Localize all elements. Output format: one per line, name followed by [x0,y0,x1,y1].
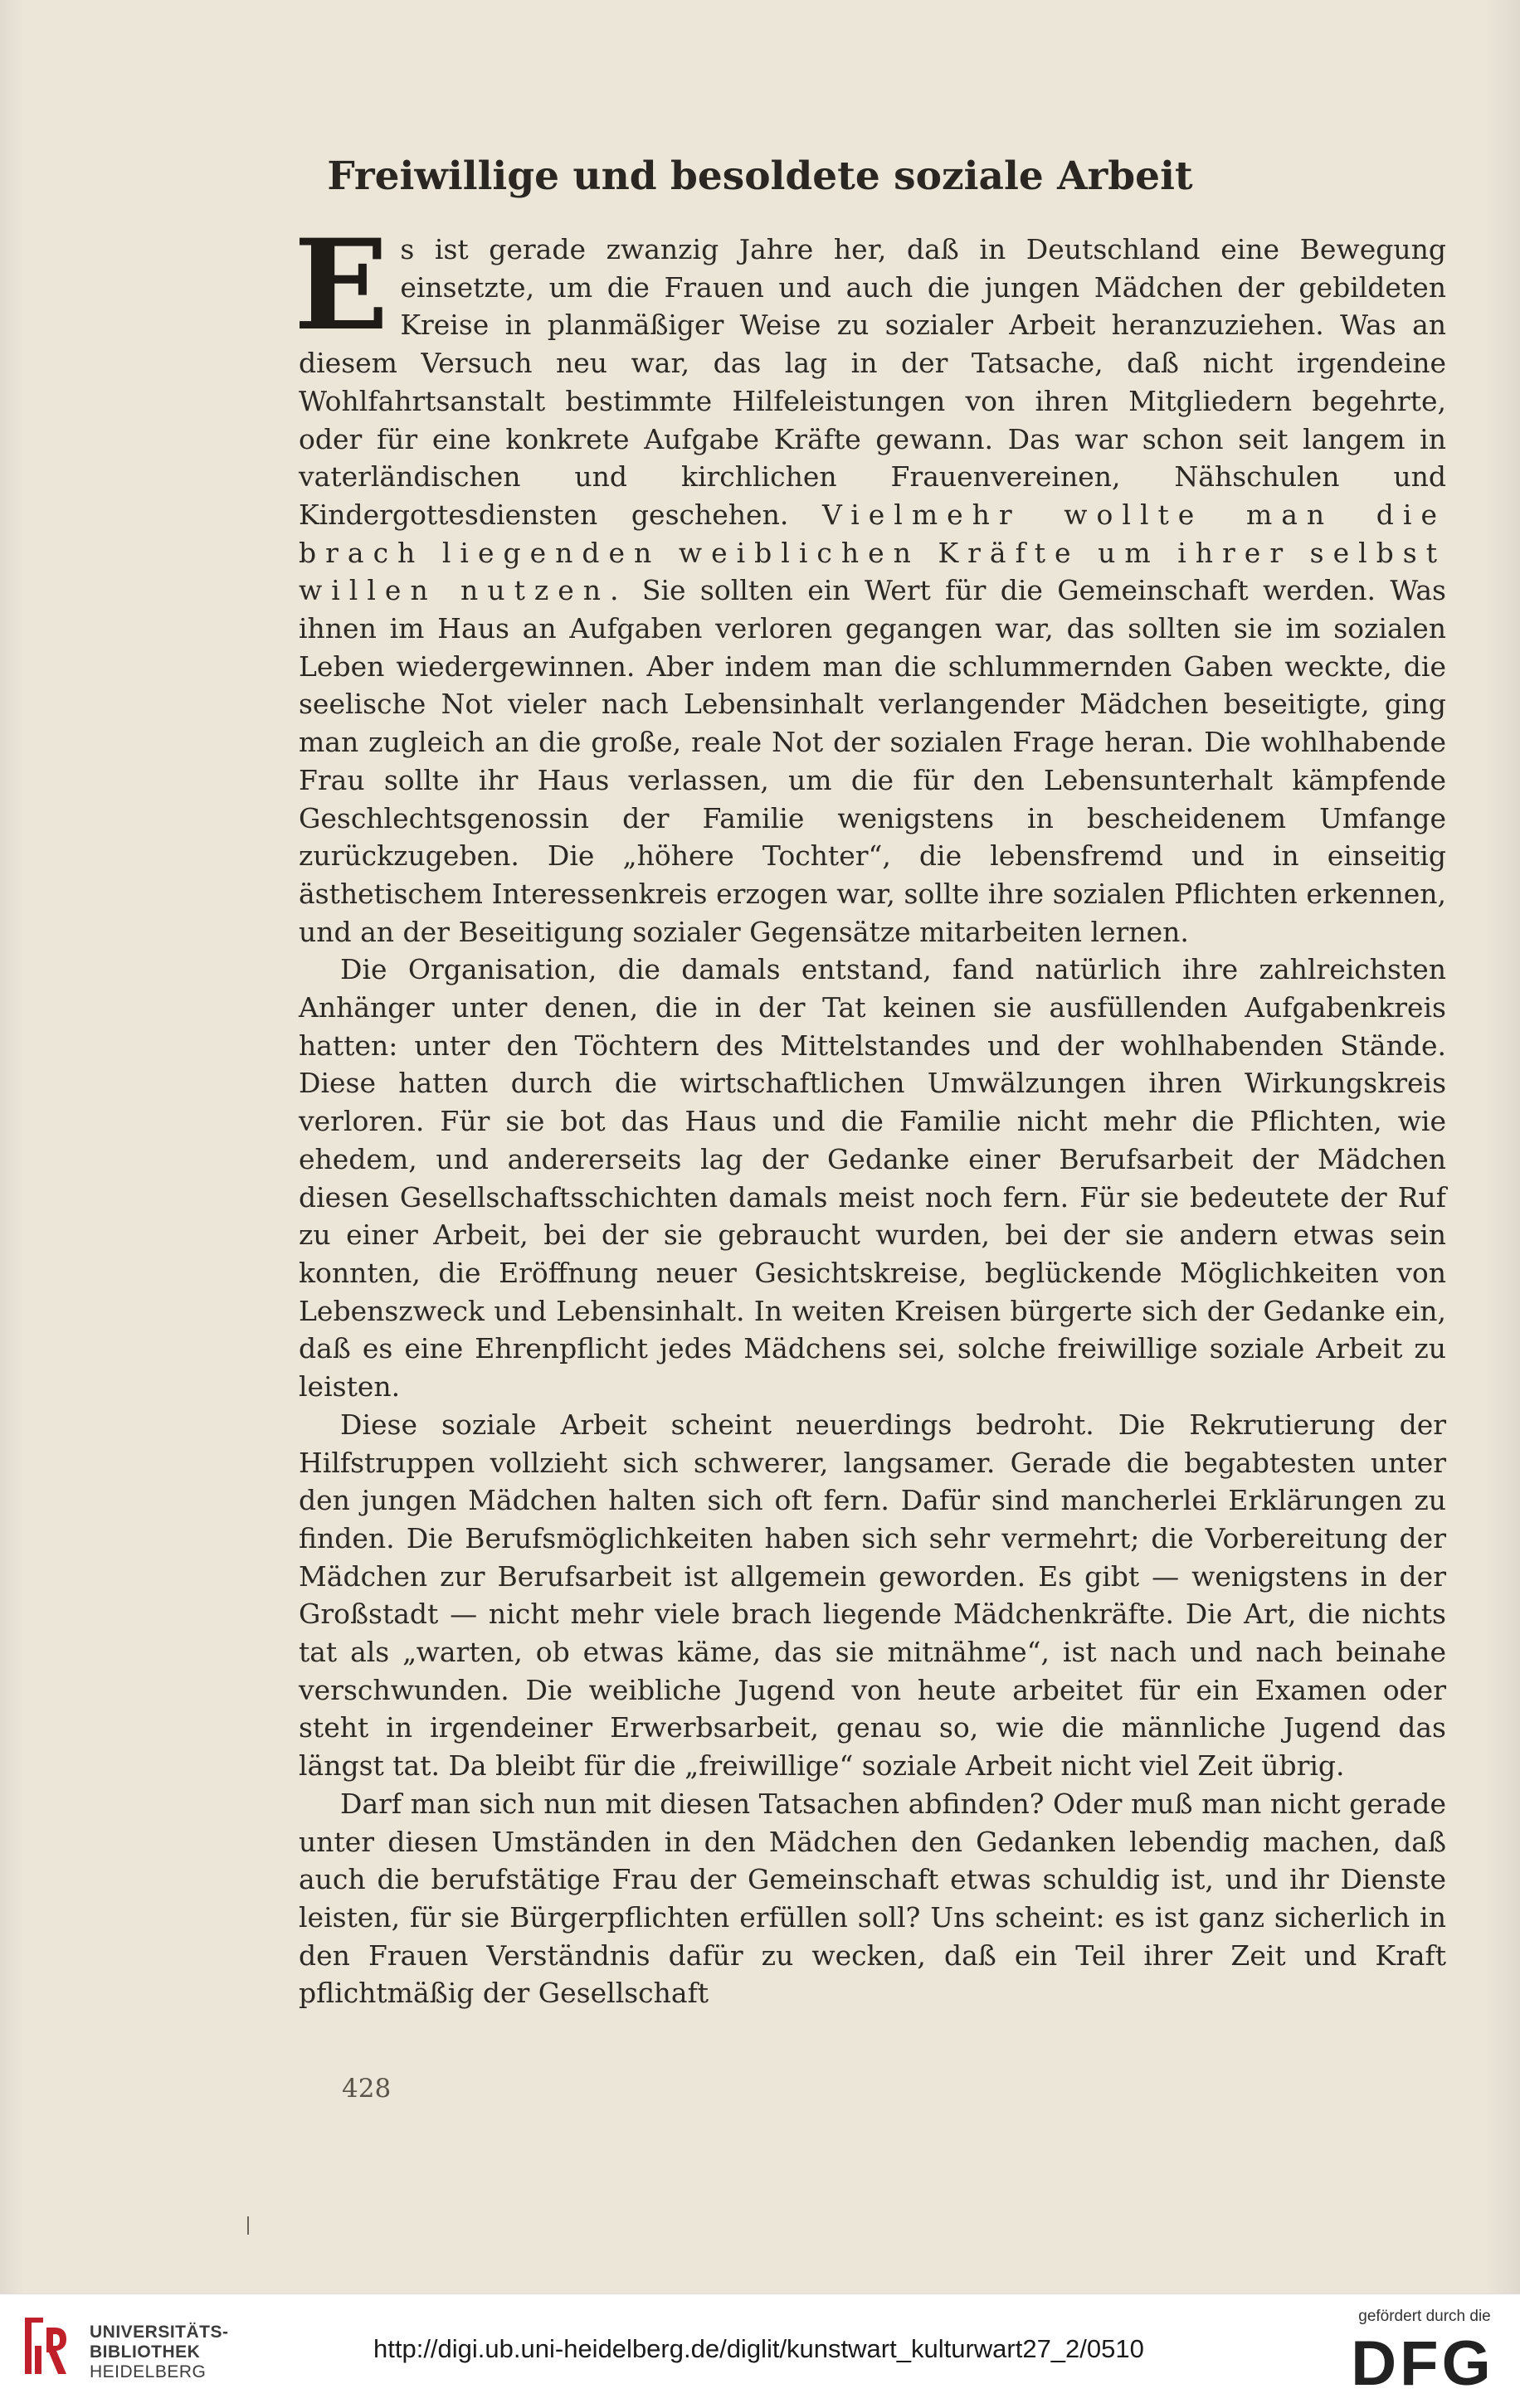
dfg-logo: DFG [1351,2328,1494,2399]
paragraph-1 [294,212,1446,951]
article-body [294,212,1446,2012]
emphasized-spaced-text: Vielmehr wollte man die brach liegenden weiblichen Kräfte um ihrer selbst willen nutzen. [299,498,1446,607]
library-name-line-3: HEIDELBERG [90,2362,207,2381]
library-name-line-2: BIBLIOTHEK [90,2342,201,2362]
paragraph-2: Die Organisation, die damals entstand, fand natürlich ihre zahlreichsten Anhänger unter denen, die in der Tat keinen sie ausfüllenden Aufgabenkreis hatten: unter den Töchtern des Mittelstandes und der wohlhabenden Stände. Diese hatten durch die wirtschaftlichen Umwälzungen ihren Wirkungskreis verloren. Für sie bot das Haus und die Familie nicht mehr die Pflichten, wie ehedem, und andererseits lag der Gedanke einer Berufsarbeit der Mädchen diesen Gesellschaftsschichten damals meist noch fern. Für sie bedeutete der Ruf zu einer Arbeit, bei der sie gebraucht wurden, bei der sie andern etwas sein konnten, die Eröffnung neuer Gesichtskreise, beglückende Möglichkeiten von Lebenszweck und Lebensinhalt. In weiten Kreisen bürgerte sich der Gedanke ein, daß es eine Ehrenpflicht jedes Mädchens sei, solche freiwillige soziale Arbeit zu leisten. [299,953,1446,1403]
paragraph-1-start: s ist gerade zwanzig Jahre her, daß in Deutschland eine Bewegung einsetzte, um die Frauen und auch die jungen Mädchen der gebildeten Kreise in planmäßiger Weise zu sozialer Arbeit heranzuziehen. Was an diesem Versuch neu war, das lag in der Tatsache, daß nicht irgendeine Wohlfahrtsanstalt bestimmte Hilfeleistungen von ihren Mitgliedern begehrte, oder für eine konkrete Aufgabe Kräfte gewann. Das war schon seit langem in vaterländischen und kirchlichen Frauenvereinen, Nähschulen und Kindergottesdiensten geschehen. [299,233,1446,531]
paragraph-3: Diese soziale Arbeit scheint neuerdings bedroht. Die Rekrutierung der Hilfstruppen vollzieht sich schwerer, langsamer. Gerade die begabtesten unter den jungen Mädchen halten sich oft fern. Dafür sind mancherlei Erklärungen zu finden. Die Berufsmöglichkeiten haben sich sehr vermehrt; die Vorbereitung der Mädchen zur Berufsarbeit ist allgemein geworden. Es gibt — wenigstens in der Großstadt — nicht mehr viele brach liegende Mädchenkräfte. Die Art, die nichts tat als „warten, ob etwas käme, das sie mitnähme“, ist nach und nach beinahe verschwunden. Die weibliche Jugend von heute arbeitet für ein Examen oder steht in irgendeiner Erwerbsarbeit, genau so, wie die männliche Jugend das längst tat. Da bleibt für die „freiwillige“ soziale Arbeit nicht viel Zeit übrig. [299,1408,1446,1783]
funding-caption: gefördert durch die [1358,2308,1491,2325]
margin-mark [247,2216,249,2235]
drop-cap: E [294,212,389,358]
page-number: 428 [342,2074,392,2104]
viewer-footer [0,2294,1520,2408]
paragraph-4: Darf man sich nun mit diesen Tatsachen abfinden? Oder muß man nicht gerade unter diesen Umständen in den Mädchen den Gedanken lebendig machen, daß auch die berufstätige Frau der Gemeinschaft etwas schuldig ist, und ihr Dienste leisten, für sie Bürgerpflichten erfüllen soll? Uns scheint: es ist ganz sicherlich in den Frauen Verständnis dafür zu wecken, daß ein Teil ihrer Zeit und Kraft pflichtmäßig der Gesellschaft [299,1787,1446,2010]
article-title: Freiwillige und besoldete soziale Arbeit [327,153,1193,199]
permalink-url[interactable]: http://digi.ub.uni-heidelberg.de/diglit/kunstwart_kulturwart27_2/0510 [373,2334,1144,2363]
library-name-line-1: UNIVERSITÄTS- [90,2323,229,2342]
paragraph-1-end: Sie sollten ein Wert für die Gemeinschaft werden. Was ihnen im Haus an Aufgaben verloren gegangen war, das sollten sie im sozialen Leben wiedergewinnen. Aber indem man die schlummernden Gaben weckte, die seelische Not vieler nach Lebensinhalt verlangender Mädchen beseitigte, ging man zugleich an die große, reale Not der sozialen Frage heran. Die wohlhabende Frau sollte ihr Haus verlassen, um die für den Lebensunterhalt kämpfende Geschlechtsgenossin der Familie wenigstens in bescheidenem Umfange zurückzugeben. Die „höhere Tochter“, die lebensfremd und in einseitig ästhetischem Interessenkreis erzogen war, sollte ihre sozialen Pflichten erkennen, und an der Beseitigung sozialer Gegensätze mitarbeiten lernen. [299,574,1446,948]
university-library-logo-icon [18,2313,71,2379]
